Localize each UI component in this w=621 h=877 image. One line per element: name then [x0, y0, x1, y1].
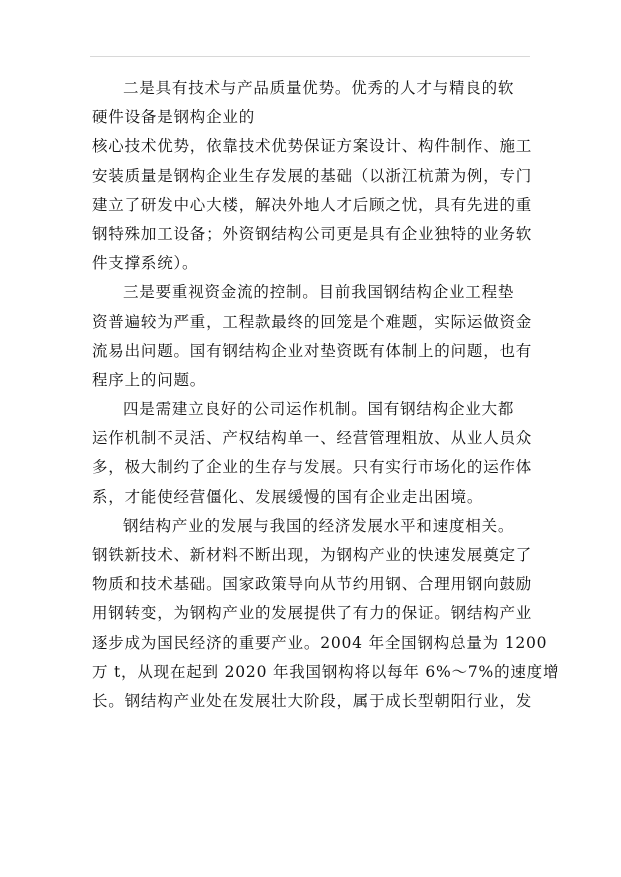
text-line: 件支撑系统）。: [92, 254, 199, 273]
text-line: 三是要重视资金流的控制。目前我国钢结构企业工程垫: [123, 283, 515, 302]
paragraph-4: [92, 512, 560, 716]
header-rule: [90, 56, 530, 57]
text-line: 钢铁新技术、新材料不断出现，为钢构产业的快速发展奠定了: [92, 546, 533, 564]
text-line: 建立了研发中心大楼，解决外地人才后顾之忧，具有先进的重: [92, 195, 533, 214]
text-line: 四是需建立良好的公司运作机制。国有钢结构企业大都: [123, 400, 515, 419]
text-line: 程序上的问题。: [92, 370, 207, 389]
text-line: 万 t，从现在起到 2020 年我国钢构将以每年 6%～7%的速度增: [92, 662, 560, 681]
text-line: 运作机制不灵活、产权结构单一、经营管理粗放、从业人员众: [92, 429, 533, 448]
paragraph-3: [92, 395, 533, 512]
text-line: 核心技术优势，依靠技术优势保证方案设计、构件制作、施工: [92, 137, 533, 156]
text-line: 物质和技术基础。国家政策导向从节约用钢、合理用钢向鼓励: [92, 575, 533, 594]
text-line: 流易出问题。国有钢结构企业对垫资既有体制上的问题，也有: [92, 341, 533, 360]
text-line: 钢特殊加工设备；外资钢结构公司更是具有企业独特的业务软: [92, 224, 533, 243]
document-body: [92, 74, 560, 716]
text-line: 长。钢结构产业处在发展壮大阶段，属于成长型朝阳行业，发: [92, 691, 533, 710]
text-line: 多，极大制约了企业的生存与发展。只有实行市场化的运作体: [92, 458, 533, 477]
text-line: 系，才能使经营僵化、发展缓慢的国有企业走出困境。: [92, 487, 484, 506]
text-line: 安装质量是钢构企业生存发展的基础（以浙江杭萧为例，专门: [92, 166, 533, 185]
text-line: 资普遍较为严重，工程款最终的回笼是个难题，实际运做资金: [92, 312, 533, 331]
paragraph-1: [92, 74, 533, 278]
text-line: 钢结构产业的发展与我国的经济发展水平和速度相关。: [123, 516, 515, 535]
text-line: 二是具有技术与产品质量优势。优秀的人才与精良的软: [123, 79, 515, 97]
text-line: 用钢转变，为钢构产业的发展提供了有力的保证。钢结构产业: [92, 604, 533, 623]
paragraph-2: [92, 278, 533, 395]
text-line: 硬件设备是钢构企业的: [92, 108, 256, 127]
text-line: 逐步成为国民经济的重要产业。2004 年全国钢构总量为 1200: [92, 633, 548, 652]
